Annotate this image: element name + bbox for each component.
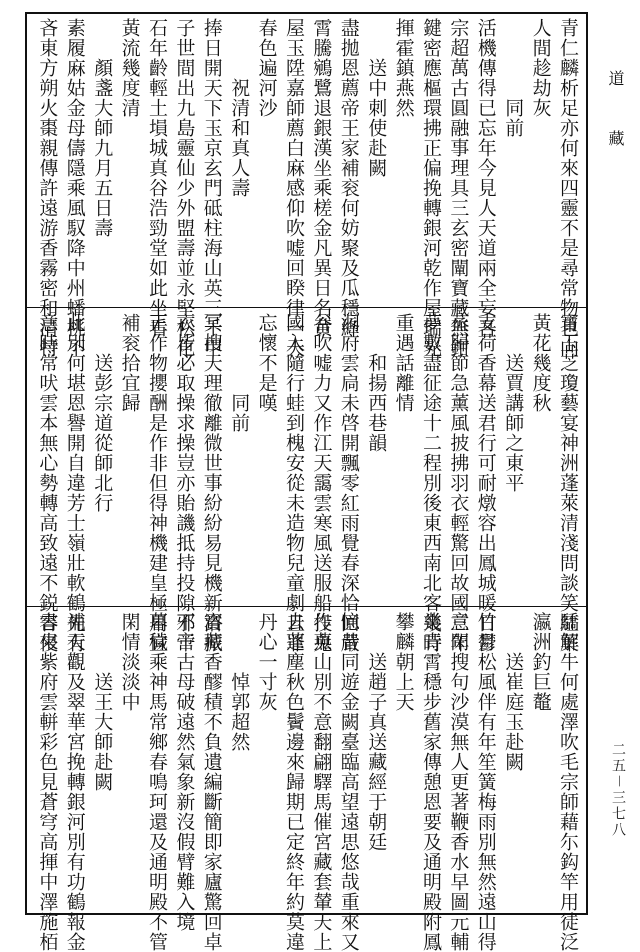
text-column: 衣皆必取操求操豈亦貽譏抵持投隙邪干 — [173, 313, 196, 653]
text-column: 吝東方朔火棗親傳許遠游香霧密和清特 — [36, 18, 59, 358]
text-column: 瀛洲釣巨鼇 — [529, 612, 552, 712]
text-column: 盡拋恩薦帝王家補衮何妨聚及瓜穩絳 — [337, 18, 360, 338]
text-column: 黃流幾度清 — [118, 18, 141, 118]
text-column: 素履麻姑金母儔隱乘風馭降中州蟠桃不 — [63, 18, 86, 358]
text-column: 驕解牛何處澤吹毛宗師藉尓鈎竿用徒泛 — [557, 612, 579, 952]
text-column: 顏盞大師九月五日壽 — [91, 18, 114, 238]
text-column: 送崔庭玉赴闕 — [502, 612, 525, 772]
text-column: 寶玉芝瓊藝宴神洲蓬萊清淺問談笑紅葉 — [557, 313, 579, 653]
text-column: 憶昔同遊金闕臺臨高望遠思悠哉重來又 — [337, 612, 360, 952]
text-column: 去蓬塵秋色鬢邊來歸期已定終年約莫違 — [283, 612, 305, 952]
text-column: 重遇話離情 — [392, 313, 415, 413]
text-column: 意時常吠雲本無心勢轉高致遠不鋭容侵 — [36, 313, 59, 653]
text-column: 和揚西巷韻 — [365, 313, 388, 453]
text-column: 業青霄穩步舊家傳憩恩要及通明殿附鳳 — [420, 612, 442, 952]
text-column: 國入隨行蛙到槐安從未造物兒童劇且罪 — [283, 313, 305, 653]
text-column: 送彭宗道從師北行 — [91, 313, 114, 513]
text-column: 鍵密應樞環拂正偏挽轉銀河乾作屋瑞光 — [420, 18, 442, 358]
text-column: 夢數盡征途十二程別後東西南北客幾時 — [420, 313, 442, 653]
text-column: 霄騰鵷鷺退銀漢坐乘槎金凡異日名黃 — [310, 18, 333, 338]
text-column: 攀麟朝上天 — [392, 612, 415, 712]
text-column: 正作物攖酬是作非但得神機建皇極用宜 — [146, 313, 168, 653]
text-column: 人間趁劫灰 — [529, 18, 552, 118]
text-column: 支荷香幕送君行可耐燉容出鳳城暖日鬱 — [474, 313, 497, 653]
text-column: 送中刺使赴闕 — [365, 18, 388, 178]
text-column: 洞府雲扃未啓開飄零紅雨覺春深恰回嚴 — [337, 313, 360, 653]
text-column: 忘懷不是嘆 — [255, 313, 278, 413]
text-column: 捧日開天下玉京玄門砥柱海山英三千甲 — [200, 18, 223, 358]
text-column: 屋玉陞嘉師薦白麻感仰吹嘘回睽律一天 — [283, 18, 305, 358]
text-column: 寶藏香醪積不負遺編斷簡即家廬驚回卓 — [200, 612, 223, 952]
text-column: 春色遍河沙 — [255, 18, 278, 118]
text-column: 竹月松風伴有年笙簧梅雨別無然遠山得 — [474, 612, 497, 952]
text-column: 送王大師赴闕 — [91, 612, 114, 792]
text-column: 補天觀及翠華宮挽轉銀河別有功鶴報金 — [63, 612, 86, 952]
text-column: 此別何堪恩譽開自違芳士嶺壯軟鶴先有 — [63, 313, 86, 653]
text-column: 青仁麟析足亦何來四靈不是尋常物也向 — [557, 18, 579, 358]
text-column: 同前 — [502, 18, 525, 138]
collection-title: 道 藏 — [606, 70, 625, 160]
text-column: 活機傳得已忘年今見人天道兩全妄吾 — [474, 18, 497, 338]
page-number: 二五－三七八 — [610, 742, 626, 838]
text-column: 意閑搜句沙漠無人更著鞭香水早圖元輔 — [447, 612, 470, 952]
register-divider-1 — [25, 307, 588, 308]
text-column: 送趙子真送藏經于朝廷 — [365, 612, 388, 852]
text-column: 黃花幾度秋 — [529, 313, 552, 413]
register-divider-2 — [25, 606, 588, 607]
text-column: 暮穢乘神馬常鄉春鳴珂還及通明殿不管 — [146, 612, 168, 952]
text-column: 閑情淡淡中 — [118, 612, 141, 712]
text-column: 送賈講師之東平 — [502, 313, 525, 493]
text-column: 祝清和真人壽 — [228, 18, 251, 198]
text-column: 冥搜天理徹離微世事紛紛易見機新浴振 — [200, 313, 223, 653]
text-column: 谷吹嘘力又作江天靄雲寒風送服船投鬼 — [310, 313, 333, 653]
text-column: 石年齡輕土塤城真谷浩勁堂如此坐看 — [146, 18, 168, 338]
text-column: 作燕山別不意翻翩驛馬催宮藏套輦天上 — [310, 612, 333, 952]
text-column: 子世間出九島靈仙少外盟壽並永堅松化 — [173, 18, 196, 358]
text-column: 宗超萬古圓融事理具三玄密闡寶藏無鉗 — [447, 18, 470, 358]
text-column: 蒸歸節急薰風披拂羽衣輕驚回故國三年 — [447, 313, 470, 653]
text-column: 同前 — [228, 313, 251, 433]
text-column: 揮霍鎮燕然 — [392, 18, 415, 118]
text-column: 書來紫府雲軿彩色見蒼穹高揮中澤施栢 — [36, 612, 59, 952]
text-column: 悼郭超然 — [228, 612, 251, 752]
text-column: 丹心一寸灰 — [255, 612, 278, 712]
text-column: 不啻古母破遠然氣象新沒假臂難入境 — [173, 612, 196, 932]
text-column: 補衮拾宜歸 — [118, 313, 141, 413]
